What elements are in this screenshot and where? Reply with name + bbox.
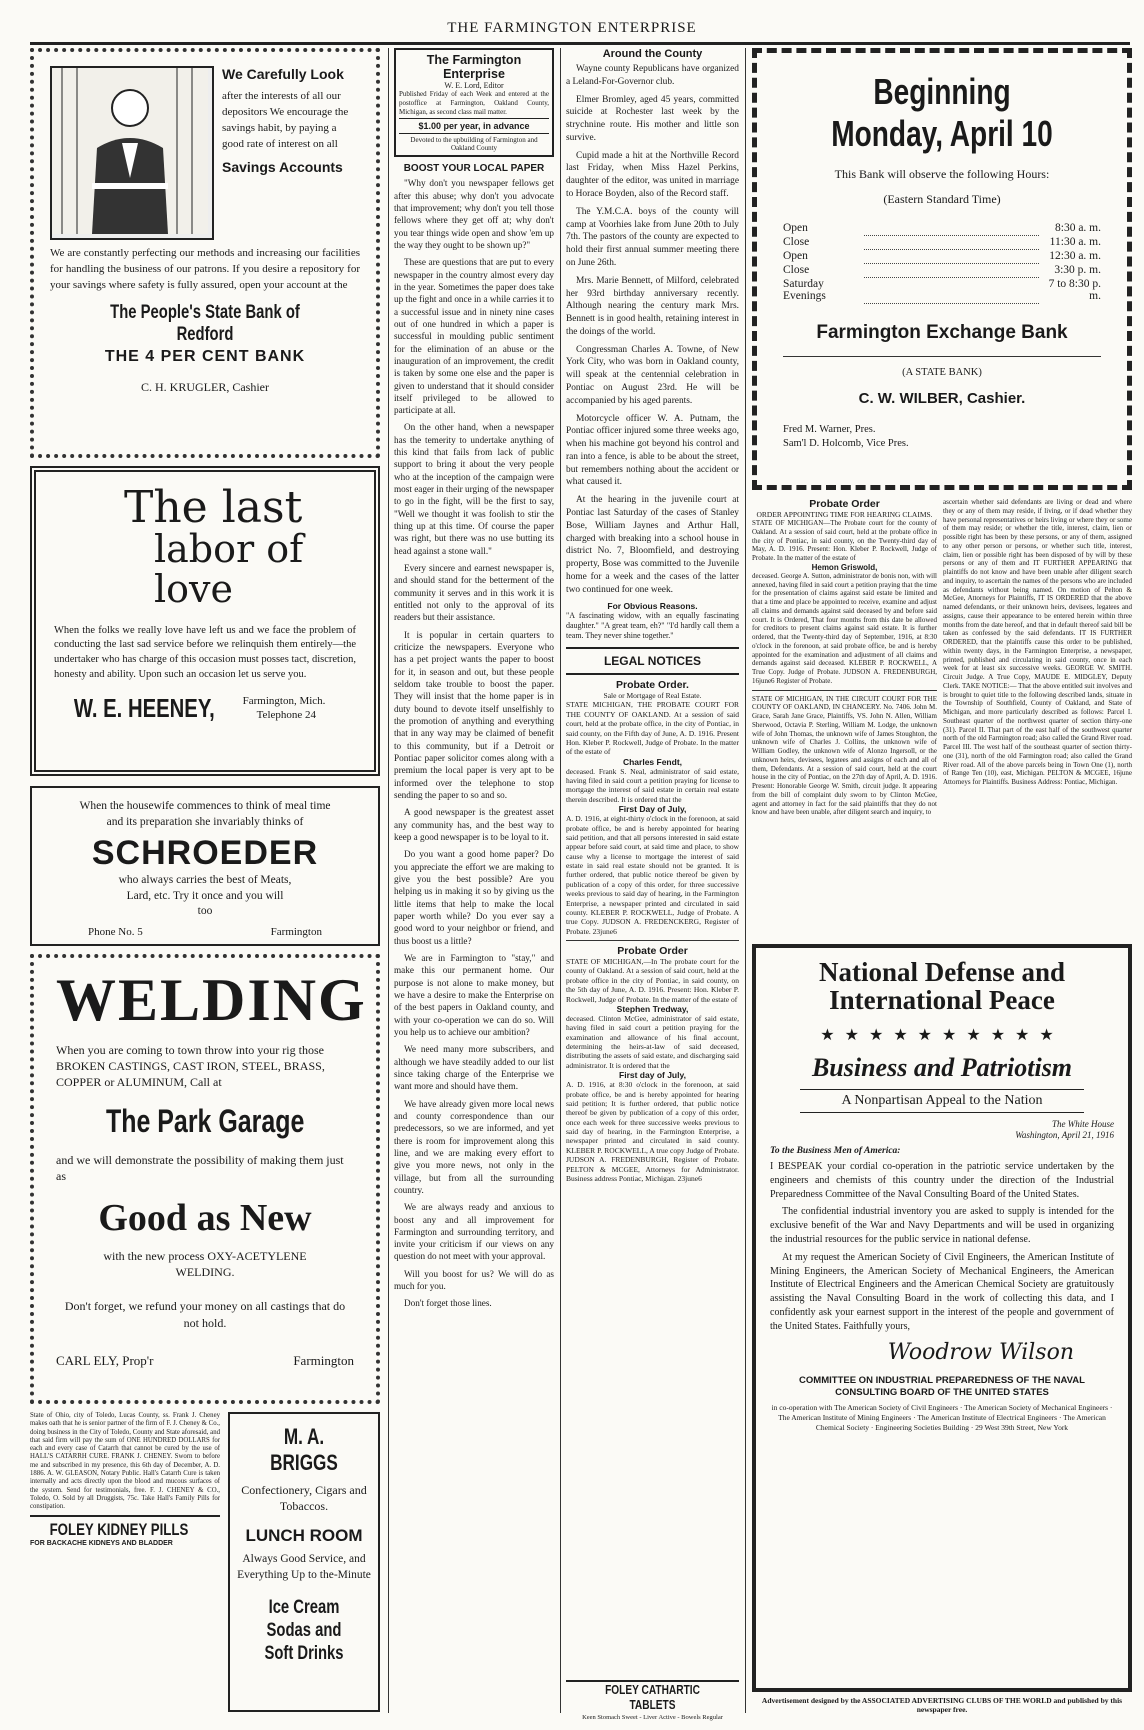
exchange-bank-name: Farmington Exchange Bank [816,321,1068,343]
bank-body-2: We are constantly perfecting our methods and increasing our facilities for handling the business of our patrons. If you desire a repository for your savings where safety is fully assured, open your account at the [50,247,360,291]
editorial-paragraph: "Why don't you newspaper fellows get after this abuse; why don't you advocate that improvement; why don't you tell those fellows where they get off at; why don't you tear things wide open and show 'em up the way they ought to be shown up?" [394,178,554,250]
briggs-ad [228,1412,380,1712]
editorial-paragraph: Do you want a good home paper? Do you appreciate the effort we are making to give you the best possible? Are you helping us in making it so by giving us the little items that help to make the local paper worth while? Do you ever say a good word to your neighbor or friend, and thus boost us a little? [394,849,554,946]
circuit-court-continued: ascertain whether said defendants are living or dead and where they or any of them may reside, if living, or if dead whether they have personal representatives or heirs living or where they or some of them may reside; or whether the title, interest, claim, lien or possible right has been by these persons, or any of them, assigned to any other person or persons, or whether such title, interest, claim, lien or possible right has been disposed of by will by these persons or any of them and IT FURTHER APPEARING that plaintiffs do not know and have been unable after diligent search and inquiry, to ascertain the names of the persons who are included as defendants without being named. On motion of Pelton & McGee, Attorneys for Plaintiffs, IT IS ORDERED that the above named defendants, or their unknown heirs, devisees, legatees and assigns, cause their appearance to be entered herein within three months from the date hereof, and that in default thereof said bill be taken as confessed by the said defendants. IT IS FURTHER ORDERED, that the plaintiffs cause this order to be published, within twenty days, in the Farmington Enterprise, a newspaper, printed, published and circulating in said county, once in each week for at least six successive weeks. GEORGE W. SMITH. Circuit Judge. A True Copy, MAUDE E. MIDGLEY, Deputy Clerk. TAKE NOTICE:— That the above entitled suit involves and is brought to quiet title to the following described lands, situate in the Township of Southfield, County of Oakland, and State of Michigan, and more particularly described as follows: Parcel I. Southeast quarter of the northwest quarter of section thirty-one (31). Parcel II. That part of the east half of the southwest quarter north of the old Farmington road; also called the Grand River road. Parcel III. The west half of the southeast quarter of section thirty-one (31), north of the old Farmington road; also called the Grand River road. All of the above parcels being in Town One (1), north of Range Ten (10), east, Michigan. PELTON & MCGEE, 16june Attorneys for Plaintiffs. Business Address: Pontiac, Michigan. [943,498,1132,786]
defense-body-2: The confidential industrial inventory you are asked to supply is intended for the exclusive benefit of the War and Navy Departments and will be used in organizing the industrial resources for the public service in national defense. [770,1206,1114,1246]
welding-body-4: Don't forget, we refund your money on all castings that do not hold. [64,1299,346,1330]
hours-label: Open [783,250,808,262]
county-heading: Around the County [602,48,703,60]
column-rule [745,48,746,1713]
peoples-bank-ad [30,48,380,458]
county-news-item: Elmer Bromley, aged 45 years, committed suicide at Rochester last week by the strychnine route. His mother and little son survive. [566,94,739,143]
welding-body-2: and we will demonstrate the possibility of making them just as [56,1152,344,1183]
probate2-date: First day of July, [619,1070,686,1081]
county-news-item: At the hearing in the juvenile court at Pontiac last Saturday of the cases of Stanley Bose, William Jaynes and Arthur Hall, charged with breaking into a school house in district No. 7, Bloomfield, and destroying property, Bose was committed to the Juvenile home for a week and the cases of the latter two continued for one week. [566,495,739,595]
masthead-rule [30,42,1130,45]
probate2-text: STATE OF MICHIGAN,—In The probate court for the county of Oakland. At a session of said court, held at the probate office in the city of Pontiac, in said county, on the 5th day of June, A. D. 1916. Present: Hon. Kleber P. Rockwell, Judge of Probate. In the matter of the estate of [566,957,739,1004]
hours-row [783,235,1101,249]
hours-time: 3:30 p. m. [1054,264,1101,276]
hours-label: Close [783,264,810,276]
banker-illustration [50,66,214,240]
bank-body-1: after the interests of all our depositors We encourage the savings habit, by paying a good rate of interest on all [222,89,349,150]
hours-row [783,263,1101,277]
hours-time: 12:30 a. m. [1049,250,1101,262]
editorial-paragraph: We are in Farmington to "stay," and make this our permanent home. Our purpose is not alone to make money, but we have a desire to make the Enterprise on of the best papers in Oakland county, and with your co-operation we can do so. Will you help us to achieve our ambition? [394,952,554,1037]
editor-name: W. E. Lord, Editor [444,81,504,90]
reasons-text: "A fascinating widow, with an equally fascinating daughter." "A great team, eh?" "I'd hardly call them a team. They never shine together." [566,611,739,641]
hours-label: Open [783,222,808,234]
welding-body-3: with the new process OXY-ACETYLENE WELDING. [103,1248,307,1280]
foley-cathartic-sub: Keen Stomach Sweet - Liver Active - Bowels Regular [582,1714,723,1721]
editorial-paragraph: These are questions that are put to every newspaper in the country almost every day in the year. Sometimes the paper does take up the fight and once in a while carries it to a successful issue and in ninety nine cases out of one hundred in which a paper is successful in moulding public sentiment for the elimination of an abuse or the inauguration of an improvement, the credit is taken by some one else and the paper is given to understand that it should consider itself privileged to be allowed to participate at all. [394,257,554,416]
editorial-column [394,48,554,1713]
right-probate-text1: STATE OF MICHIGAN—The Probate court for the county of Oakland. At a session of said court, held at the probate office in the city of Pontiac, in said county, on the Twenty-third day of May, A. D. 1916. Present: Hon. Kleber P. Rockwell, Judge of Probate. In the matter of the estate of [752,519,937,562]
hours-label: Close [783,236,810,248]
briggs-line-2: Always Good Service, and Everything Up to the-Minute [237,1553,371,1581]
defense-sub: A Nonpartisan Appeal to the Nation [800,1089,1084,1113]
heeney-title-2: labor of love [154,527,304,611]
defense-societies: in co-operation with The American Society of Civil Engineers · The American Society of Mechanical Engineers · The American Institute of Mining Engineers · The American Institute of Electrical Engineers · The American Chemical Society · Engineering Societies Building · 29 West 39th Street, New York [771,1403,1113,1432]
exchange-bank-type: (A STATE BANK) [902,366,982,378]
hours-time: 7 to 8:30 p. m. [1048,278,1101,302]
hours-time: 11:30 a. m. [1049,236,1101,248]
probate1-text3: A. D. 1916, at eight-thirty o'clock in the forenoon, at said probate office, be and is hereby appointed for hearing said petition, and that all persons interested in said estate appear before said court, at said time and place, to show cause why a license to mortgage the interest of said estate in said real estate should not be granted. It is further ordered, that public notice thereof be given by publication of a copy of this order, for three successive weeks previous to said day of hearing, in the Farmington Enterprise, a newspaper printed and circulated in said county. KLEBER P. ROCKWELL, Judge of Probate. A true Copy. JUDSON A. FREDENCKERG, Register of Probate. 23june6 [566,814,739,936]
bank-subhead: Savings Accounts [222,158,343,175]
hours-row [783,249,1101,263]
probate2-name: Stephen Tredway, [616,1003,689,1014]
right-probate-name: Hemon Griswold, [811,562,878,572]
exchange-headline: Beginning Monday, April 10 [831,71,1053,154]
legal-heading: LEGAL NOTICES [603,654,702,669]
briggs-name: M. A. BRIGGS [270,1424,338,1475]
wilson-signature: Woodrow Wilson [887,1339,1074,1365]
reasons-heading: For Obvious Reasons. [607,601,698,612]
county-news-item: Wayne county Republicans have organized a Leland-For-Governor club. [566,64,739,87]
right-probate-col1 [752,498,937,936]
probate2-text3: A. D. 1916, at 8:30 o'clock in the forenoon, at said probate office, be and is hereby appointed for hearing said petition; It is further ordered, that public notice thereof be given by publication of a copy of this order, once each week for three successive weeks previous to said day of hearing, in the Farmington Enterprise, a newspaper printed and circulated in said county. KLEBER P. ROCKWELL, A true copy Judge of Probate. JUDSON A. FREDENBURGH, Register of Probate. PELTON & MCGEE, Attorneys for Administrator. Business address Pontiac, Michigan. 23june6 [566,1080,739,1183]
publication-notice: Published Friday of each Week and entered at the postoffice at Farmington, Oakland County, Michigan, as second class mail matter. [399,90,549,116]
cheney-notice [30,1412,220,1712]
welding-body-1: When you are coming to town throw into your rig those BROKEN CASTINGS, CAST IRON, STEEL, BRASS, COPPER or ALUMINUM, Call at [56,1043,325,1090]
hours-row [783,221,1101,235]
editorial-paragraph: On the other hand, when a newspaper has the temerity to undertake anything of this kind that fails from lack of public support to bring it about the very people who at the inception of the campaign were most eager in their urging of the newspaper to go in the fight, will be the first to say, "Well we thought it was foolish to stir the thing up at this time. Of course the paper was right, but there was no use butting its head against a stone wall." [394,422,554,556]
editorial-paragraph: We are always ready and anxious to boost any and all improvement for Farmington and surrounding territory, and invite your criticism if our views on any question do not meet with your approval. [394,1202,554,1262]
paper-name: The Farmington Enterprise [426,53,522,81]
exchange-bank-ad [752,48,1132,490]
exchange-timezone: (Eastern Standard Time) [883,192,1001,206]
editorial-paragraph: Every sincere and earnest newspaper is, and should stand for the betterment of the community it serves and in this work it is entitled not only to the approval of its readers but their assistance. [394,563,554,623]
defense-date: Washington, April 21, 1916 [1015,1130,1114,1141]
hours-time: 8:30 a. m. [1055,222,1101,234]
probate1-text2: deceased. Frank S. Neal, administrator of said estate, having filed in said court a petition praying for license to mortgage the interest of said estate in certain real estate therein described. It is ordered that the [566,766,739,804]
county-legal-column [566,48,739,1713]
foley-kidney-name: FOLEY KIDNEY PILLS [49,1520,189,1540]
cheney-text: State of Ohio, city of Toledo, Lucas County, ss. Frank J. Cheney makes oath that he is senior partner of the firm of F. J. Cheney & Co., doing business in the City of Toledo, County and State aforesaid, and that said firm will pay the sum of ONE HUNDRED DOLLARS for each and every case of Catarrh that cannot be cured by the use of HALL'S CATARRH CURE. FRANK J. CHENEY. Sworn to before me and subscribed in my presence, this 6th day of December, A. D. 1886. A. W. GLEASON, Notary Public. Hall's Catarrh Cure is taken internally and acts directly upon the blood and mucous surfaces of the system. Send for testimonials, free. F. J. CHENEY & CO., Toledo, O. Sold by all Druggists, 75c. Take Hall's Family Pills for constipation. [30,1412,220,1511]
bank-officer: C. H. KRUGLER, Cashier [141,379,269,394]
heeney-title-1: The last [124,482,303,533]
national-defense-ad [752,944,1132,1692]
welding-ad [30,954,380,1404]
heeney-funeral-ad [30,466,380,776]
briggs-lunch: LUNCH ROOM [245,1526,363,1546]
stars-row: ★★★★★★★★★★ [820,1026,1064,1044]
hours-row [783,277,1101,303]
right-probate-heading: Probate Order [809,498,880,510]
probate2-text2: deceased. Clinton McGee, administrator of said estate, having filed in said court a petition praying for the examination and allowance of his final account, determining the heirs-at-law of said deceased, distributing the assets of said estate, and discharging said administrator. It is ordered that the [566,1013,739,1070]
right-probate-sub: ORDER APPOINTING TIME FOR HEARING CLAIMS. [756,510,933,519]
schroeder-phone: Phone No. 5 [88,925,143,938]
probate1-text: STATE MICHIGAN, THE PROBATE COURT FOR THE COUNTY OF OAKLAND. At a session of said court, held at the probate office, in the city of Pontiac, in said county, on the Fifth day of June, A. D. 1916. Present Hon. Kleber P. Rockwell, Judge of Probate. In the matter of the estate of [566,700,739,757]
county-news-item: Cupid made a hit at the Northville Record last Friday, when Miss Hazel Perkins, daughter of the editor, was united in marriage to Horace Boyden, also of the Record staff. [566,150,739,200]
defense-footer: Advertisement designed by the ASSOCIATED ADVERTISING CLUBS OF THE WORLD and published by this newspaper free. [761,1696,1123,1714]
defense-headline-2: International Peace [829,985,1055,1016]
county-news-item: Motorcycle officer W. A. Putnam, the Pontiac officer injured some three weeks ago, when his machine got beyond his control and ran into a fence, is able to be about the street, but remembers nothing about the accident or what caused it. [566,413,739,488]
editorial-paragraph: It is popular in certain quarters to criticize the newspapers. Everyone who has a pet project wants the paper to boost for it, in season and out, but these people seldom take trouble to boost the paper. They will insist that the home paper is in duty bound to devote itself unselfishly to the promotion of anything and everything that in any way may be claimed of benefit to this community, but if a Detroit or Pontiac paper solicitor comes along with a premium the local paper is very apt to be informed over the telephone to stop sending the paper to so and so. [394,629,554,800]
heeney-phone: Telephone 24 [256,709,317,722]
circuit-court-notice: STATE OF MICHIGAN, IN THE CIRCUIT COURT FOR THE COUNTY OF OAKLAND, IN CHANCERY. No. 7406. John M. Grace, Sarah Jane Grace, Plaintiffs, VS. John N. Allen, William Sherwood, Octavia P. Sterling, William M. Lodge, the unknown wife of John Thomas, the unknown wife of James Stoughton, the unknown wife of Charles J. Collins, the unknown wife of William Godley, the unknown wife of Alonzo Ingersoll, or the unknown heirs, devisees, legatees and assigns of each and all of them, Defendants. At a session of said court, held at the court house in the city of Pontiac, on the 27th day of April, A. D. 1916. Present: Honorable George W. Smith, circuit judge. It appearing from the bill of complaint duly sworn to by Clinton McGee, agent and attorney in fact for the said plaintiffs that they do not know and have been unable, after diligent search and inquiry, to [752,694,937,817]
schroeder-name: SCHROEDER [91,834,319,873]
subscription-price: $1.00 per year, in advance [399,118,549,134]
probate1-heading: Probate Order. [616,679,689,692]
bank-tagline: THE 4 PER CENT BANK [104,347,306,365]
hours-table [783,221,1101,304]
exchange-intro: This Bank will observe the following Hours: [834,167,1050,181]
foley-kidney-sub: FOR BACKACHE KIDNEYS AND BLADDER [30,1540,173,1548]
schroeder-town: Farmington [270,925,322,938]
foley-cathartic-name: FOLEY CATHARTIC TABLETS [605,1682,700,1712]
briggs-line-1: Confectionery, Cigars and Tobaccos. [241,1483,367,1514]
defense-committee: COMMITTEE ON INDUSTRIAL PREPAREDNESS OF THE NAVAL CONSULTING BOARD OF THE UNITED STATES [799,1374,1085,1398]
probate1-sub: Sale or Mortgage of Real Estate. [603,691,702,701]
editorial-paragraph: Will you boost for us? We will do as much for you. [394,1268,554,1292]
editorial-paragraph: We have already given more local news and county correspondence than our predecessors, so we are informed, and yet there is room for improvement along this line, and we are making every effort to give you more news, not only in the village, but from all the surrounding country. [394,1098,554,1195]
bank-headline: We Carefully Look [222,66,344,82]
probate2-heading: Probate Order [617,945,688,958]
right-probate-text2: deceased. George A. Sutton, administrator de bonis non, with will annexed, having filed in said court a petition praying that the time for the presentation of claims against said estate be limited and that a time and place be appointed to receive, examine and adjust all claims and demands against said deceased by and before said court. It is Ordered, That four months from this date be allowed for creditors to present claims against said estate. It is further ordered, that the Twenty-third day of September, 1916, at 8:30 o'clock in the forenoon, at said probate office, be and is hereby appointed for the examination and adjustment of all claims and demands against said deceased. KLEBER P. ROCKWELL, A True Copy. Judge of Probate. JUDSON A. FREDENBURGH, 16june6 Register of Probate. [752,571,937,685]
exchange-vp: Sam'l D. Holcomb, Vice Pres. [783,438,909,450]
welding-headline: WELDING [56,967,367,1033]
editorial-paragraph: We need many more subscribers, and although we have steadily added to our list since taking charge of the Enterprise we want more and should have them. [394,1044,554,1092]
editorial-paragraph: A good newspaper is the greatest asset any community has, and the best way to keep a good newspaper is to be loyal to it. [394,807,554,842]
editorial-heading: BOOST YOUR LOCAL PAPER [403,163,545,175]
editorial-paragraph: Don't forget those lines. [404,1298,492,1309]
editorial-body [394,177,554,1310]
schroeder-intro: When the housewife commences to think of meal time and its preparation she invariably thinks of [79,800,331,829]
welding-proprietor: CARL ELY, Prop'r [56,1352,154,1368]
heeney-body: When the folks we really love have left us and we face the problem of conducting the last sad service before we relinquish them entirely—the undertaker who has charge of this occasion must posses tact, discretion, honesty and ability. Upon such an occasion let us serve you. [54,624,356,680]
defense-place: The White House [1052,1118,1114,1129]
schroeder-ad [30,786,380,946]
probate1-name: Charles Fendt, [622,756,683,767]
defense-title: Business and Patriotism [811,1052,1073,1082]
county-news-item: Congressman Charles A. Towne, of New York City, who was born in Oakland county, will speak at the centennial celebration in Pontiac on August 23rd. He will be accompanied by his aged parents. [566,344,739,406]
briggs-soda: Ice Cream Sodas and Soft Drinks [264,1597,344,1664]
heeney-name: W. E. HEENEY, [73,692,215,723]
defense-body-3: At my request the American Society of Civil Engineers, the American Institute of Mining Engineers, the American Society of Mechanical Engineers, the American Institute of Electrical Engineers and the American Chemical Society are gratuitously assisting the Naval Consulting Board in the work of collecting this data, and I confidently ask your earnest support in the interest of the people and government of the United States. Faithfully yours, [770,1251,1114,1332]
devotion-line: Devoted to the upbuilding of Farmington and Oakland County [410,136,538,153]
column-rule [560,48,561,1713]
defense-body-1: I BESPEAK your cordial co-operation in the patriotic service undertaken by the engineers and chemists of this country under the direction of the Industrial Preparedness Committee of the Naval Consulting Board of the United States. [770,1161,1114,1200]
column-rule [388,48,389,1713]
masthead: THE FARMINGTON ENTERPRISE [447,20,697,36]
park-garage-name: The Park Garage [105,1102,305,1139]
hours-label: Saturday Evenings [783,278,826,302]
good-as-new: Good as New [98,1196,312,1239]
bank-name: The People's State Bank of Redford [110,301,300,345]
county-news-item: The Y.M.C.A. boys of the county will camp at Voorhies lake from June 20th to July 7th. The pastors of the county are expected to hold their first annual summer meeting there on June 26th. [566,206,739,268]
right-probate-col2 [943,498,1132,936]
defense-headline-1: National Defense and [818,957,1065,987]
probate1-date: First Day of July, [618,804,687,815]
heeney-location: Farmington, Mich. [242,694,326,707]
schroeder-body: who always carries the best of Meats, Lard, etc. Try it once and you will too [118,874,292,918]
exchange-president: Fred M. Warner, Pres. [783,423,876,435]
welding-town: Farmington [293,1352,354,1368]
county-body [566,63,739,596]
defense-salutation: To the Business Men of America: [770,1146,901,1157]
foley-cathartic-ad [566,1680,739,1721]
exchange-cashier: C. W. WILBER, Cashier. [858,389,1026,407]
county-news-item: Mrs. Marie Bennett, of Milford, celebrated her 93rd birthday anniversary recently. Although nearing the century mark Mrs. Bennett is in good health, retaining interest in the doings of the world. [566,275,739,337]
